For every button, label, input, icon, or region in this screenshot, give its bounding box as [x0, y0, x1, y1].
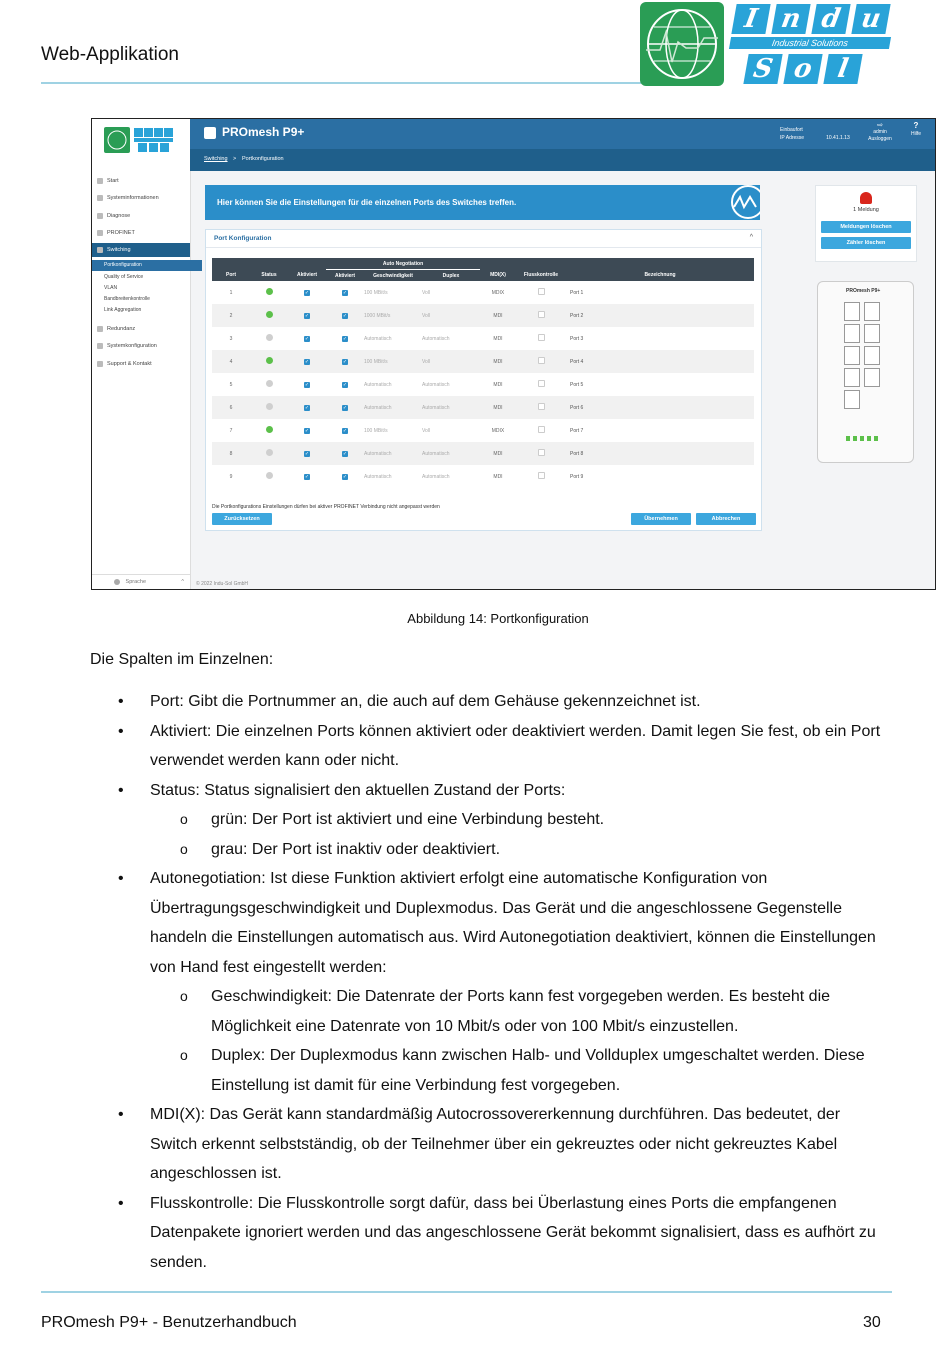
mdi-cell[interactable]: MDI [480, 350, 516, 373]
sidebar-item-label: Portkonfiguration [104, 262, 142, 268]
autoneg-enabled-checkbox-cell [326, 373, 364, 396]
app-sidebar [92, 119, 191, 589]
autoneg-enabled-checkbox-cell [326, 327, 364, 350]
port-name-cell[interactable]: Port 4 [566, 350, 754, 373]
duplex-cell[interactable]: Voll [422, 419, 480, 442]
ip-label: IP Adresse [780, 135, 805, 141]
table-row [212, 327, 754, 350]
autoneg-enabled-checkbox[interactable]: ✓ [342, 404, 348, 411]
column-description-list [90, 687, 890, 1277]
globe-icon [114, 579, 120, 585]
list-item-text: Autonegotiation: Ist diese Funktion aktiviert erfolgt eine automatische Konfiguration von Übertragungsgeschwindigkeit und Duplexmodus. Das Gerät und die angeschlossene Gegenstelle handeln die Einstellungen automatisch aus. Wird Autonegotiation deaktiviert, können die Einstellungen von Hand fest eingestellt werden: [150, 870, 876, 976]
help-label: Hilfe [910, 131, 921, 137]
port-enabled-checkbox-cell [288, 373, 326, 396]
port-enabled-checkbox[interactable]: ✓ [304, 381, 310, 388]
port-enabled-checkbox-cell [288, 419, 326, 442]
port-number-cell: 8 [212, 442, 250, 465]
sidebar-item-label: Redundanz [107, 326, 136, 332]
col-name-spacer [566, 258, 754, 270]
sidebar-item[interactable] [92, 174, 190, 188]
sidebar-item[interactable] [92, 209, 190, 223]
logout-label: Ausloggen [868, 136, 892, 142]
flow-control-checkbox[interactable] [538, 288, 545, 295]
sidebar-item-icon [97, 195, 103, 201]
logo-letter: l [823, 54, 862, 84]
ip-row [780, 134, 860, 142]
col-flow-spacer [516, 258, 566, 270]
device-port-icon [844, 368, 860, 387]
port-config-panel [205, 229, 762, 531]
table-row [212, 442, 754, 465]
autoneg-enabled-checkbox[interactable]: ✓ [342, 289, 348, 296]
flow-control-cell [516, 396, 566, 419]
list-item-text: Flusskontrolle: Die Flusskontrolle sorgt dafür, dass bei Überlastung eines Ports die empfangenen Datenpakete ignoriert werden und das angeschlossene Gerät bekommt signalisiert, dass es aufhört zu senden. [150, 1194, 876, 1271]
sidebar-item-label: PROFINET [107, 230, 135, 236]
autoneg-enabled-checkbox-cell [326, 419, 364, 442]
mdi-cell[interactable]: MDI [480, 396, 516, 419]
breadcrumb [190, 149, 935, 171]
banner-text: Hier können Sie die Einstellungen für die einzelnen Ports des Switches treffen. [217, 198, 517, 207]
mdi-cell[interactable]: MDI [480, 373, 516, 396]
sub-list [150, 805, 890, 864]
flow-control-checkbox[interactable] [538, 403, 545, 410]
logo-letter: I [731, 4, 770, 34]
status-indicator [266, 449, 273, 456]
list-item [90, 776, 890, 865]
port-enabled-checkbox-cell [288, 465, 326, 488]
list-item [90, 687, 890, 717]
flow-control-checkbox[interactable] [538, 334, 545, 341]
list-item [90, 1100, 890, 1189]
autoneg-enabled-checkbox[interactable]: ✓ [342, 473, 348, 480]
app-screenshot [91, 118, 936, 590]
status-cell [250, 327, 288, 350]
flow-control-cell [516, 327, 566, 350]
sidebar-item[interactable] [92, 339, 190, 353]
port-number-cell: 6 [212, 396, 250, 419]
column-header: Status [250, 270, 288, 282]
sidebar-item-label: Start [107, 178, 119, 184]
device-port-icon [864, 346, 880, 365]
copyright: © 2022 Indu-Sol GmbH [196, 581, 249, 587]
sidebar-item-icon [97, 178, 103, 184]
table-row [212, 373, 754, 396]
status-cell [250, 281, 288, 304]
status-indicator [266, 403, 273, 410]
list-item-text: Aktiviert: Die einzelnen Ports können aktiviert oder deaktiviert werden. Damit legen Sie fest, ob ein Port verwendet werden kann oder nicht. [150, 722, 881, 769]
port-enabled-checkbox[interactable]: ✓ [304, 312, 310, 319]
status-cell [250, 396, 288, 419]
speed-cell[interactable]: Automatisch [364, 396, 422, 419]
table-row [212, 350, 754, 373]
speed-cell[interactable]: 1000 MBit/s [364, 304, 422, 327]
port-number-cell: 3 [212, 327, 250, 350]
port-enabled-checkbox-cell [288, 281, 326, 304]
col-active-spacer [288, 258, 326, 270]
port-name-cell[interactable]: Port 7 [566, 419, 754, 442]
sidebar-item-icon [97, 247, 103, 253]
clear-messages-button[interactable]: Meldungen löschen [821, 221, 911, 233]
status-cell [250, 350, 288, 373]
port-name-cell[interactable]: Port 2 [566, 304, 754, 327]
app-logo-icon [204, 127, 216, 139]
figure-caption: Abbildung 14: Portkonfiguration [407, 611, 589, 626]
status-cell [250, 373, 288, 396]
autoneg-enabled-checkbox[interactable]: ✓ [342, 381, 348, 388]
autoneg-enabled-checkbox[interactable]: ✓ [342, 450, 348, 457]
autoneg-enabled-checkbox[interactable]: ✓ [342, 335, 348, 342]
breadcrumb-separator: > [233, 156, 237, 162]
column-header: MDI(X) [480, 270, 516, 282]
duplex-cell[interactable]: Automatisch [422, 373, 480, 396]
table-row [212, 419, 754, 442]
port-name-cell[interactable]: Port 3 [566, 327, 754, 350]
sidebar-item[interactable] [92, 322, 190, 336]
logo-letter: u [851, 4, 890, 34]
sidebar-item-label: Systemkonfiguration [107, 343, 157, 349]
port-name-cell[interactable]: Port 1 [566, 281, 754, 304]
mdi-cell[interactable]: MDI [480, 304, 516, 327]
column-header: Aktiviert [288, 270, 326, 282]
reset-button[interactable]: Zurücksetzen [212, 513, 272, 525]
sidebar-item[interactable] [92, 305, 202, 316]
mdi-cell[interactable]: MDI [480, 465, 516, 488]
list-item-text: Status: Status signalisiert den aktuellen Zustand der Ports: [150, 781, 566, 799]
list-item [90, 864, 890, 1100]
port-enabled-checkbox[interactable]: ✓ [304, 450, 310, 457]
logo-letter: S [743, 54, 782, 84]
sub-list-item: o Geschwindigkeit: Die Datenrate der Ports kann fest vorgegeben werden. Es besteht die Möglichkeit eine Datenrate von 10 Mbit/s oder von 100 Mbit/s einzustellen. [150, 982, 890, 1041]
port-number-cell: 1 [212, 281, 250, 304]
device-image [817, 281, 914, 463]
device-label: PROmesh P9+ [846, 288, 881, 294]
sidebar-item[interactable] [92, 283, 202, 294]
app-title: PROmesh P9+ [222, 125, 305, 139]
mdi-cell[interactable]: MDI [480, 327, 516, 350]
flow-control-cell [516, 373, 566, 396]
duplex-cell[interactable]: Automatisch [422, 465, 480, 488]
breadcrumb-switching[interactable]: Switching [204, 156, 228, 162]
page-header-title: Web-Applikation [41, 44, 180, 65]
globe-icon [640, 2, 724, 86]
sidebar-item[interactable] [92, 191, 190, 205]
device-port-icon [844, 346, 860, 365]
sidebar-item-icon [97, 230, 103, 236]
speed-cell[interactable]: Automatisch [364, 442, 422, 465]
port-enabled-checkbox[interactable]: ✓ [304, 473, 310, 480]
sidebar-item-label: Systeminformationen [107, 195, 159, 201]
profinet-note: Die Portkonfigurations Einstellungen dürfen bei aktiver PROFINET Verbindung nicht angepasst werden [212, 504, 440, 510]
status-cell [250, 442, 288, 465]
autoneg-enabled-checkbox[interactable]: ✓ [342, 312, 348, 319]
clear-counters-button[interactable]: Zähler löschen [821, 237, 911, 249]
status-indicator [266, 334, 273, 341]
flow-control-checkbox[interactable] [538, 311, 545, 318]
table-row [212, 281, 754, 304]
header-divider [41, 82, 641, 84]
app-topbar [190, 119, 935, 149]
ip-value: 10.41.1.13 [826, 135, 850, 141]
status-cell [250, 304, 288, 327]
autoneg-enabled-checkbox[interactable]: ✓ [342, 427, 348, 434]
autoneg-enabled-checkbox-cell [326, 465, 364, 488]
column-header: Bezeichnung [566, 270, 754, 282]
collapse-chevron-icon[interactable]: ^ [749, 234, 753, 241]
flow-control-cell [516, 442, 566, 465]
col-status-spacer [250, 258, 288, 270]
alarm-count: 1 Meldung [853, 207, 879, 213]
speed-cell[interactable]: 100 MBit/s [364, 350, 422, 373]
sub-list-item: o grün: Der Port ist aktiviert und eine Verbindung besteht. [150, 805, 890, 835]
banner-logo-icon [726, 185, 760, 220]
sidebar-logo-icon [104, 127, 176, 155]
duplex-cell[interactable]: Voll [422, 281, 480, 304]
port-number-cell: 5 [212, 373, 250, 396]
sidebar-item-label: VLAN [104, 285, 118, 291]
status-indicator [266, 311, 273, 318]
table-row [212, 304, 754, 327]
sidebar-item-label: Switching [107, 247, 131, 253]
table-row [212, 396, 754, 419]
flow-control-cell [516, 350, 566, 373]
sub-list-item: o Duplex: Der Duplexmodus kann zwischen Halb- und Vollduplex umgeschaltet werden. Diese Einstellung ist damit für eine Verbindung fest vorgegeben. [150, 1041, 890, 1100]
list-item [90, 1189, 890, 1278]
footer-divider [41, 1291, 892, 1293]
sidebar-item-label: Quality of Service [104, 274, 144, 280]
status-indicator [266, 357, 273, 364]
language-label: Sprache [125, 579, 147, 585]
logo-lettering [730, 2, 892, 86]
port-enabled-checkbox-cell [288, 327, 326, 350]
list-item [90, 717, 890, 776]
port-number-cell: 7 [212, 419, 250, 442]
port-enabled-checkbox[interactable]: ✓ [304, 404, 310, 411]
sidebar-item-icon [97, 343, 103, 349]
port-number-cell: 9 [212, 465, 250, 488]
device-location-label: Einbaufort [780, 127, 803, 133]
cancel-button[interactable]: Abbrechen [696, 513, 756, 525]
port-enabled-checkbox-cell [288, 350, 326, 373]
autoneg-enabled-checkbox-cell [326, 350, 364, 373]
autoneg-enabled-checkbox-cell [326, 442, 364, 465]
sub-list-item: o grau: Der Port ist inaktiv oder deaktiviert. [150, 835, 890, 865]
sidebar-item[interactable] [92, 272, 202, 283]
mdi-cell[interactable]: MDI [480, 442, 516, 465]
device-port-icon [844, 390, 860, 409]
panel-title: Port Konfiguration [206, 230, 761, 248]
status-indicator [266, 472, 273, 479]
sidebar-item[interactable] [92, 294, 202, 305]
sidebar-item[interactable] [92, 226, 190, 240]
sidebar-item-label: Diagnose [107, 213, 131, 219]
duplex-cell[interactable]: Automatisch [422, 396, 480, 419]
logout-button[interactable] [862, 122, 898, 143]
duplex-cell[interactable]: Automatisch [422, 442, 480, 465]
sidebar-item[interactable] [92, 357, 190, 371]
status-cell [250, 419, 288, 442]
sidebar-item-icon [97, 361, 103, 367]
chevron-up-icon: ^ [181, 579, 184, 585]
help-icon: ? [913, 121, 919, 130]
port-name-cell[interactable]: Port 8 [566, 442, 754, 465]
col-port-spacer [212, 258, 250, 270]
duplex-cell[interactable]: Automatisch [422, 327, 480, 350]
flow-control-cell [516, 304, 566, 327]
speed-cell[interactable]: 100 MBit/s [364, 419, 422, 442]
language-selector[interactable] [92, 574, 190, 589]
sidebar-item-label: Support & Kontakt [107, 361, 152, 367]
flow-control-cell [516, 281, 566, 304]
port-enabled-checkbox-cell [288, 442, 326, 465]
autoneg-enabled-checkbox[interactable]: ✓ [342, 358, 348, 365]
apply-button[interactable]: Übernehmen [631, 513, 691, 525]
port-enabled-checkbox[interactable]: ✓ [304, 427, 310, 434]
port-enabled-checkbox-cell [288, 396, 326, 419]
autoneg-enabled-checkbox-cell [326, 396, 364, 419]
speed-cell[interactable]: Automatisch [364, 327, 422, 350]
column-header: Flusskontrolle [516, 270, 566, 282]
device-port-icon [844, 302, 860, 321]
flow-control-checkbox[interactable] [538, 472, 545, 479]
device-info [780, 126, 860, 142]
sidebar-item[interactable] [92, 243, 190, 257]
logo-letter: o [783, 54, 822, 84]
speed-cell[interactable]: Automatisch [364, 373, 422, 396]
autoneg-enabled-checkbox-cell [326, 281, 364, 304]
column-header: Port [212, 270, 250, 282]
logo-letter: d [811, 4, 850, 34]
duplex-cell[interactable]: Voll [422, 304, 480, 327]
sidebar-item-icon [97, 326, 103, 332]
port-number-cell: 4 [212, 350, 250, 373]
column-header: Aktiviert [326, 270, 364, 282]
sub-list [150, 982, 890, 1100]
col-mdi-spacer [480, 258, 516, 270]
page-number: 30 [863, 1314, 881, 1331]
port-name-cell[interactable]: Port 9 [566, 465, 754, 488]
port-enabled-checkbox[interactable]: ✓ [304, 335, 310, 342]
logout-icon: ⇨ [877, 122, 883, 129]
flow-control-cell [516, 419, 566, 442]
flow-control-cell [516, 465, 566, 488]
speed-cell[interactable]: 100 MBit/s [364, 281, 422, 304]
status-indicator [266, 380, 273, 387]
help-button[interactable] [902, 122, 930, 138]
indu-sol-logo [640, 2, 892, 86]
flow-control-checkbox[interactable] [538, 426, 545, 433]
status-indicator [266, 426, 273, 433]
mdi-cell[interactable]: MDIX [480, 419, 516, 442]
flow-control-checkbox[interactable] [538, 380, 545, 387]
sidebar-item[interactable] [92, 260, 202, 271]
footer-title: PROmesh P9+ - Benutzerhandbuch [41, 1314, 297, 1331]
autoneg-enabled-checkbox-cell [326, 304, 364, 327]
duplex-cell[interactable]: Voll [422, 350, 480, 373]
device-port-icon [864, 324, 880, 343]
status-indicator [266, 288, 273, 295]
port-number-cell: 2 [212, 304, 250, 327]
port-enabled-checkbox[interactable]: ✓ [304, 358, 310, 365]
intro-text: Die Spalten im Einzelnen: [90, 651, 274, 668]
port-enabled-checkbox-cell [288, 304, 326, 327]
list-item-text: MDI(X): Das Gerät kann standardmäßig Autocrossovererkennung durchführen. Das bedeutet, der Switch erkennt selbstständig, ob der Teilnehmer über ein gekreuztes oder nicht gekreuztes Kabel angeschlossen ist. [150, 1106, 841, 1182]
user-name: admin [873, 129, 887, 135]
speed-cell[interactable]: Automatisch [364, 465, 422, 488]
list-item-text: Port: Gibt die Portnummer an, die auch auf dem Gehäuse gekennzeichnet ist. [150, 693, 701, 710]
column-header: Geschwindigkeit [364, 270, 422, 282]
device-port-icon [844, 324, 860, 343]
table-row [212, 465, 754, 488]
flow-control-checkbox[interactable] [538, 449, 545, 456]
logo-tagline: Industrial Solutions [729, 37, 891, 49]
device-port-icon [864, 302, 880, 321]
port-name-cell[interactable]: Port 5 [566, 373, 754, 396]
auto-negotiation-header: Auto Negotiation [326, 258, 480, 270]
device-port-icon [864, 368, 880, 387]
logo-letter: n [771, 4, 810, 34]
bell-icon [860, 192, 872, 204]
info-banner [205, 185, 760, 220]
alarm-box [815, 185, 917, 262]
sidebar-item-icon [97, 213, 103, 219]
mdi-cell[interactable]: MDIX [480, 281, 516, 304]
breadcrumb-current: Portkonfiguration [242, 156, 284, 162]
device-leds [846, 436, 880, 441]
port-enabled-checkbox[interactable]: ✓ [304, 289, 310, 296]
sidebar-item-label: Bandbreitenkontrolle [104, 296, 150, 302]
port-table [212, 258, 754, 488]
flow-control-checkbox[interactable] [538, 357, 545, 364]
sidebar-item-label: Link Aggregation [104, 307, 142, 313]
column-header: Duplex [422, 270, 480, 282]
status-cell [250, 465, 288, 488]
port-name-cell[interactable]: Port 6 [566, 396, 754, 419]
